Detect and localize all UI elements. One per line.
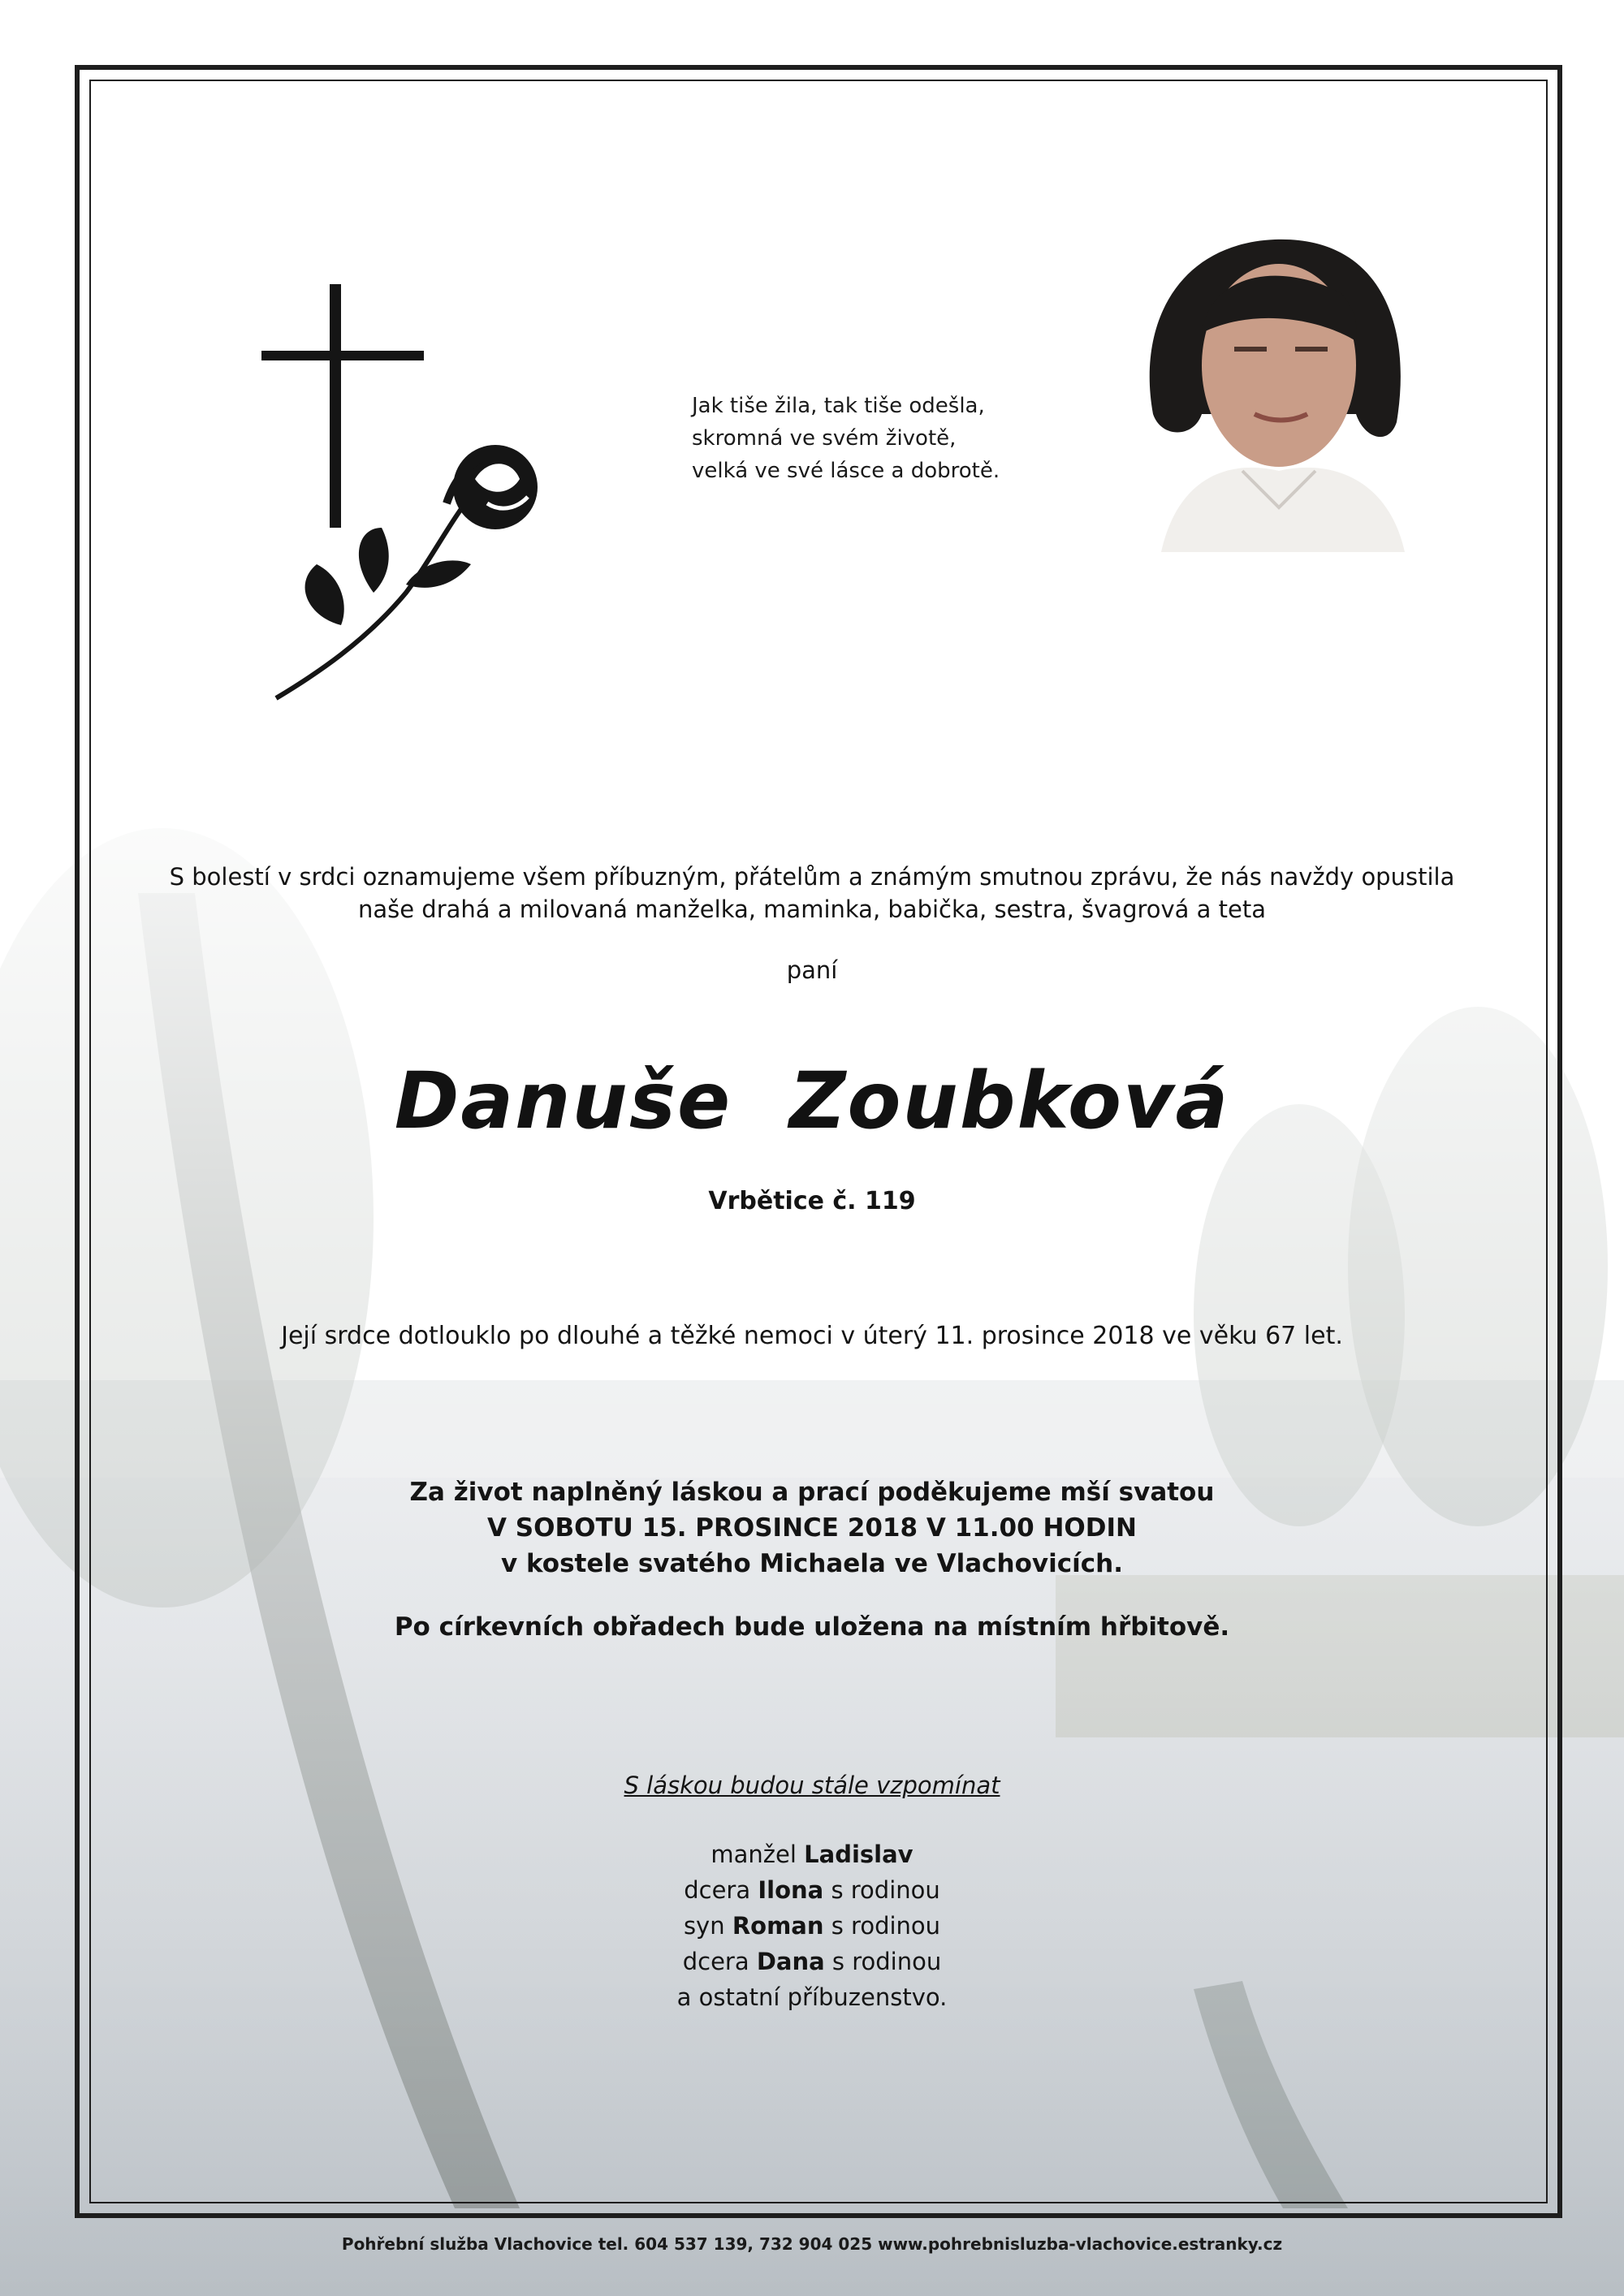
- mourner-relation: dcera: [684, 1876, 751, 1904]
- mourner-row: [0, 1872, 1624, 1908]
- funeral-service-footer: Pohřební služba Vlachovice tel. 604 537 139, 732 904 025 www.pohrebnisluzba-vlachovice.estranky.cz: [341, 2234, 1283, 2254]
- ceremony-line-2: V SOBOTU 15. PROSINCE 2018 V 11.00 HODIN: [487, 1513, 1137, 1543]
- mourner-suffix: s rodinou: [831, 1948, 942, 1975]
- portrait-photo: [1145, 227, 1413, 552]
- mourner-suffix: s rodinou: [831, 1876, 940, 1904]
- mourner-relation: dcera: [682, 1948, 749, 1975]
- title-word: paní: [786, 956, 838, 984]
- memory-title: S láskou budou stále vzpomínat: [624, 1772, 1000, 1799]
- memorial-verse: [692, 390, 1114, 487]
- mourner-name: Ladislav: [804, 1841, 914, 1868]
- mourners-list: [0, 1836, 1624, 2015]
- mourner-name: Dana: [756, 1948, 825, 1975]
- verse-line: velká ve své lásce a dobrotě.: [692, 459, 1000, 483]
- mourner-relation: syn: [683, 1912, 725, 1940]
- mourner-name: Ilona: [758, 1876, 824, 1904]
- mourner-relation: manžel: [710, 1841, 797, 1868]
- announcement-line-2: naše drahá a milovaná manželka, maminka, babička, sestra, švagrová a teta: [357, 896, 1266, 923]
- verse-line: skromná ve svém životě,: [692, 426, 957, 451]
- verse-line: Jak tiše žila, tak tiše odešla,: [692, 394, 985, 418]
- announcement-line-1: S bolestí v srdci oznamujeme všem příbuzným, přátelům a známým smutnou zprávu, že nás navždy opustila: [169, 863, 1455, 891]
- death-notice: Její srdce dotlouklo po dlouhé a těžké nemoci v úterý 11. prosince 2018 ve věku 67 let.: [281, 1322, 1343, 1350]
- mourners-last-line: a ostatní příbuzenstvo.: [676, 1983, 948, 2011]
- cross-icon: [252, 284, 560, 714]
- mourner-row: [0, 1944, 1624, 1979]
- burial-info: Po církevních obřadech bude uložena na místním hřbitově.: [394, 1612, 1230, 1642]
- address: Vrbětice č. 119: [708, 1187, 916, 1215]
- ceremony-line-1: Za život naplněný láskou a prací poděkujeme mší svatou: [409, 1478, 1215, 1507]
- ceremony-line-3: v kostele svatého Michaela ve Vlachovicích.: [501, 1549, 1123, 1578]
- mourner-row: [0, 1836, 1624, 1872]
- mourner-name: Roman: [732, 1912, 824, 1940]
- deceased-name: Danuše Zoubková: [394, 1055, 1230, 1146]
- ceremony-info: [0, 1474, 1624, 1582]
- rose-icon: [276, 445, 538, 698]
- mourner-row: [0, 1908, 1624, 1944]
- announcement: [0, 861, 1624, 926]
- mourner-suffix: s rodinou: [831, 1912, 941, 1940]
